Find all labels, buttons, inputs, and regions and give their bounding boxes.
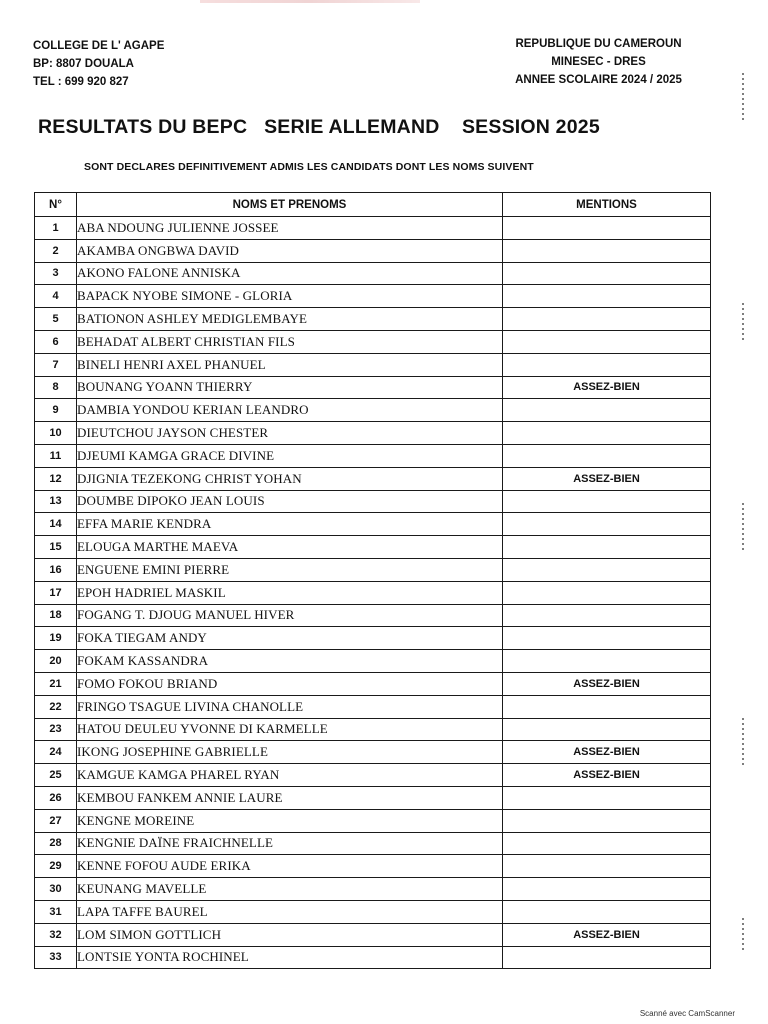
candidate-number: 15 — [35, 536, 77, 559]
candidate-name: BATIONON ASHLEY MEDIGLEMBAYE — [77, 308, 503, 331]
table-row — [35, 308, 711, 331]
candidate-number: 12 — [35, 467, 77, 490]
candidate-mention: ASSEZ-BIEN — [503, 764, 711, 787]
ministry-name: MINESEC - DRES — [551, 56, 646, 68]
candidate-mention — [503, 695, 711, 718]
candidate-number: 23 — [35, 718, 77, 741]
school-header — [33, 37, 164, 91]
candidate-name: DJEUMI KAMGA GRACE DIVINE — [77, 444, 503, 467]
column-header-number: N° — [35, 193, 77, 217]
candidate-mention — [503, 558, 711, 581]
candidate-name: KENGNIE DAÏNE FRAICHNELLE — [77, 832, 503, 855]
candidate-number: 5 — [35, 308, 77, 331]
candidate-mention — [503, 581, 711, 604]
table-row — [35, 536, 711, 559]
candidate-name: BAPACK NYOBE SIMONE - GLORIA — [77, 285, 503, 308]
document-title: RESULTATS DU BEPC SERIE ALLEMAND SESSION 2025 — [38, 116, 600, 138]
candidate-mention — [503, 399, 711, 422]
candidate-number: 8 — [35, 376, 77, 399]
candidate-mention — [503, 444, 711, 467]
candidate-number: 9 — [35, 399, 77, 422]
table-row — [35, 650, 711, 673]
candidate-name: ABA NDOUNG JULIENNE JOSSEE — [77, 217, 503, 240]
candidate-number: 13 — [35, 490, 77, 513]
table-row — [35, 558, 711, 581]
scan-speckles-4 — [736, 715, 750, 768]
table-row — [35, 399, 711, 422]
table-row — [35, 923, 711, 946]
candidate-mention: ASSEZ-BIEN — [503, 376, 711, 399]
candidate-number: 22 — [35, 695, 77, 718]
table-row — [35, 376, 711, 399]
candidate-number: 2 — [35, 239, 77, 262]
candidate-name: KENGNE MOREINE — [77, 809, 503, 832]
table-row — [35, 718, 711, 741]
candidate-mention — [503, 239, 711, 262]
school-phone: TEL : 699 920 827 — [33, 76, 129, 88]
candidate-name: ENGUENE EMINI PIERRE — [77, 558, 503, 581]
candidate-number: 19 — [35, 627, 77, 650]
candidate-mention — [503, 878, 711, 901]
candidate-name: BEHADAT ALBERT CHRISTIAN FILS — [77, 330, 503, 353]
candidate-name: KEUNANG MAVELLE — [77, 878, 503, 901]
table-row — [35, 444, 711, 467]
candidate-number: 31 — [35, 900, 77, 923]
candidate-mention: ASSEZ-BIEN — [503, 672, 711, 695]
candidate-number: 6 — [35, 330, 77, 353]
scan-edge-tint — [200, 0, 420, 3]
table-header-row — [35, 193, 711, 217]
candidate-number: 18 — [35, 604, 77, 627]
candidate-name: LAPA TAFFE BAUREL — [77, 900, 503, 923]
candidate-mention — [503, 786, 711, 809]
school-year: ANNEE SCOLAIRE 2024 / 2025 — [515, 74, 682, 86]
candidate-name: FRINGO TSAGUE LIVINA CHANOLLE — [77, 695, 503, 718]
candidate-mention — [503, 718, 711, 741]
table-row — [35, 695, 711, 718]
candidate-number: 20 — [35, 650, 77, 673]
candidate-name: DOUMBE DIPOKO JEAN LOUIS — [77, 490, 503, 513]
table-row — [35, 239, 711, 262]
candidate-number: 17 — [35, 581, 77, 604]
scanner-watermark: Scanné avec CamScanner — [639, 1009, 735, 1018]
column-header-mentions: MENTIONS — [503, 193, 711, 217]
candidate-number: 32 — [35, 923, 77, 946]
candidate-number: 26 — [35, 786, 77, 809]
table-row — [35, 764, 711, 787]
candidate-mention — [503, 513, 711, 536]
candidate-name: DIEUTCHOU JAYSON CHESTER — [77, 422, 503, 445]
candidate-number: 1 — [35, 217, 77, 240]
candidate-number: 29 — [35, 855, 77, 878]
candidate-name: ELOUGA MARTHE MAEVA — [77, 536, 503, 559]
candidate-number: 16 — [35, 558, 77, 581]
table-row — [35, 786, 711, 809]
table-row — [35, 353, 711, 376]
candidate-mention — [503, 262, 711, 285]
table-row — [35, 900, 711, 923]
candidate-name: KENNE FOFOU AUDE ERIKA — [77, 855, 503, 878]
candidate-number: 25 — [35, 764, 77, 787]
table-row — [35, 285, 711, 308]
candidate-mention — [503, 422, 711, 445]
candidate-name: BINELI HENRI AXEL PHANUEL — [77, 353, 503, 376]
candidate-mention: ASSEZ-BIEN — [503, 467, 711, 490]
candidate-mention — [503, 809, 711, 832]
candidate-name: AKONO FALONE ANNISKA — [77, 262, 503, 285]
candidate-name: DJIGNIA TEZEKONG CHRIST YOHAN — [77, 467, 503, 490]
candidate-mention — [503, 604, 711, 627]
candidate-name: LOM SIMON GOTTLICH — [77, 923, 503, 946]
candidate-mention — [503, 536, 711, 559]
table-row — [35, 832, 711, 855]
candidate-name: FOKA TIEGAM ANDY — [77, 627, 503, 650]
scan-speckles-3 — [736, 500, 750, 553]
table-row — [35, 741, 711, 764]
candidate-name: EPOH HADRIEL MASKIL — [77, 581, 503, 604]
candidate-name: LONTSIE YONTA ROCHINEL — [77, 946, 503, 969]
candidate-mention: ASSEZ-BIEN — [503, 923, 711, 946]
candidate-name: KAMGUE KAMGA PHAREL RYAN — [77, 764, 503, 787]
table-row — [35, 490, 711, 513]
table-row — [35, 467, 711, 490]
candidate-mention — [503, 217, 711, 240]
candidate-mention — [503, 855, 711, 878]
results-table — [34, 192, 711, 969]
candidate-number: 21 — [35, 672, 77, 695]
school-name: COLLEGE DE L' AGAPE — [33, 40, 165, 52]
candidate-name: HATOU DEULEU YVONNE DI KARMELLE — [77, 718, 503, 741]
candidate-name: BOUNANG YOANN THIERRY — [77, 376, 503, 399]
table-row — [35, 946, 711, 969]
table-row — [35, 217, 711, 240]
table-row — [35, 878, 711, 901]
candidate-number: 7 — [35, 353, 77, 376]
candidate-name: FOKAM KASSANDRA — [77, 650, 503, 673]
official-header — [496, 35, 701, 89]
candidate-name: FOMO FOKOU BRIAND — [77, 672, 503, 695]
candidate-number: 30 — [35, 878, 77, 901]
candidate-name: AKAMBA ONGBWA DAVID — [77, 239, 503, 262]
candidate-number: 27 — [35, 809, 77, 832]
candidate-name: KEMBOU FANKEM ANNIE LAURE — [77, 786, 503, 809]
table-row — [35, 672, 711, 695]
document-subtitle: SONT DECLARES DEFINITIVEMENT ADMIS LES CANDIDATS DONT LES NOMS SUIVENT — [84, 161, 534, 173]
table-row — [35, 422, 711, 445]
school-po-box: BP: 8807 DOUALA — [33, 58, 134, 70]
candidate-name: EFFA MARIE KENDRA — [77, 513, 503, 536]
table-row — [35, 809, 711, 832]
country-name: REPUBLIQUE DU CAMEROUN — [515, 38, 682, 50]
candidate-mention — [503, 900, 711, 923]
scan-speckles-5 — [736, 915, 750, 953]
candidate-mention — [503, 490, 711, 513]
table-row — [35, 604, 711, 627]
candidate-number: 3 — [35, 262, 77, 285]
candidate-mention — [503, 353, 711, 376]
candidate-number: 11 — [35, 444, 77, 467]
candidate-mention — [503, 330, 711, 353]
candidate-mention: ASSEZ-BIEN — [503, 741, 711, 764]
candidate-number: 33 — [35, 946, 77, 969]
table-row — [35, 330, 711, 353]
table-row — [35, 855, 711, 878]
table-row — [35, 581, 711, 604]
candidate-number: 14 — [35, 513, 77, 536]
candidate-number: 10 — [35, 422, 77, 445]
candidate-mention — [503, 285, 711, 308]
candidate-number: 4 — [35, 285, 77, 308]
scan-speckles-1 — [736, 70, 750, 123]
scan-speckles-2 — [736, 300, 750, 343]
table-row — [35, 262, 711, 285]
candidate-name: FOGANG T. DJOUG MANUEL HIVER — [77, 604, 503, 627]
table-row — [35, 627, 711, 650]
candidate-number: 28 — [35, 832, 77, 855]
candidate-number: 24 — [35, 741, 77, 764]
candidate-mention — [503, 832, 711, 855]
results-table-body — [35, 217, 711, 969]
candidate-name: IKONG JOSEPHINE GABRIELLE — [77, 741, 503, 764]
candidate-mention — [503, 627, 711, 650]
candidate-mention — [503, 308, 711, 331]
column-header-names: NOMS ET PRENOMS — [77, 193, 503, 217]
candidate-name: DAMBIA YONDOU KERIAN LEANDRO — [77, 399, 503, 422]
candidate-mention — [503, 946, 711, 969]
candidate-mention — [503, 650, 711, 673]
table-row — [35, 513, 711, 536]
